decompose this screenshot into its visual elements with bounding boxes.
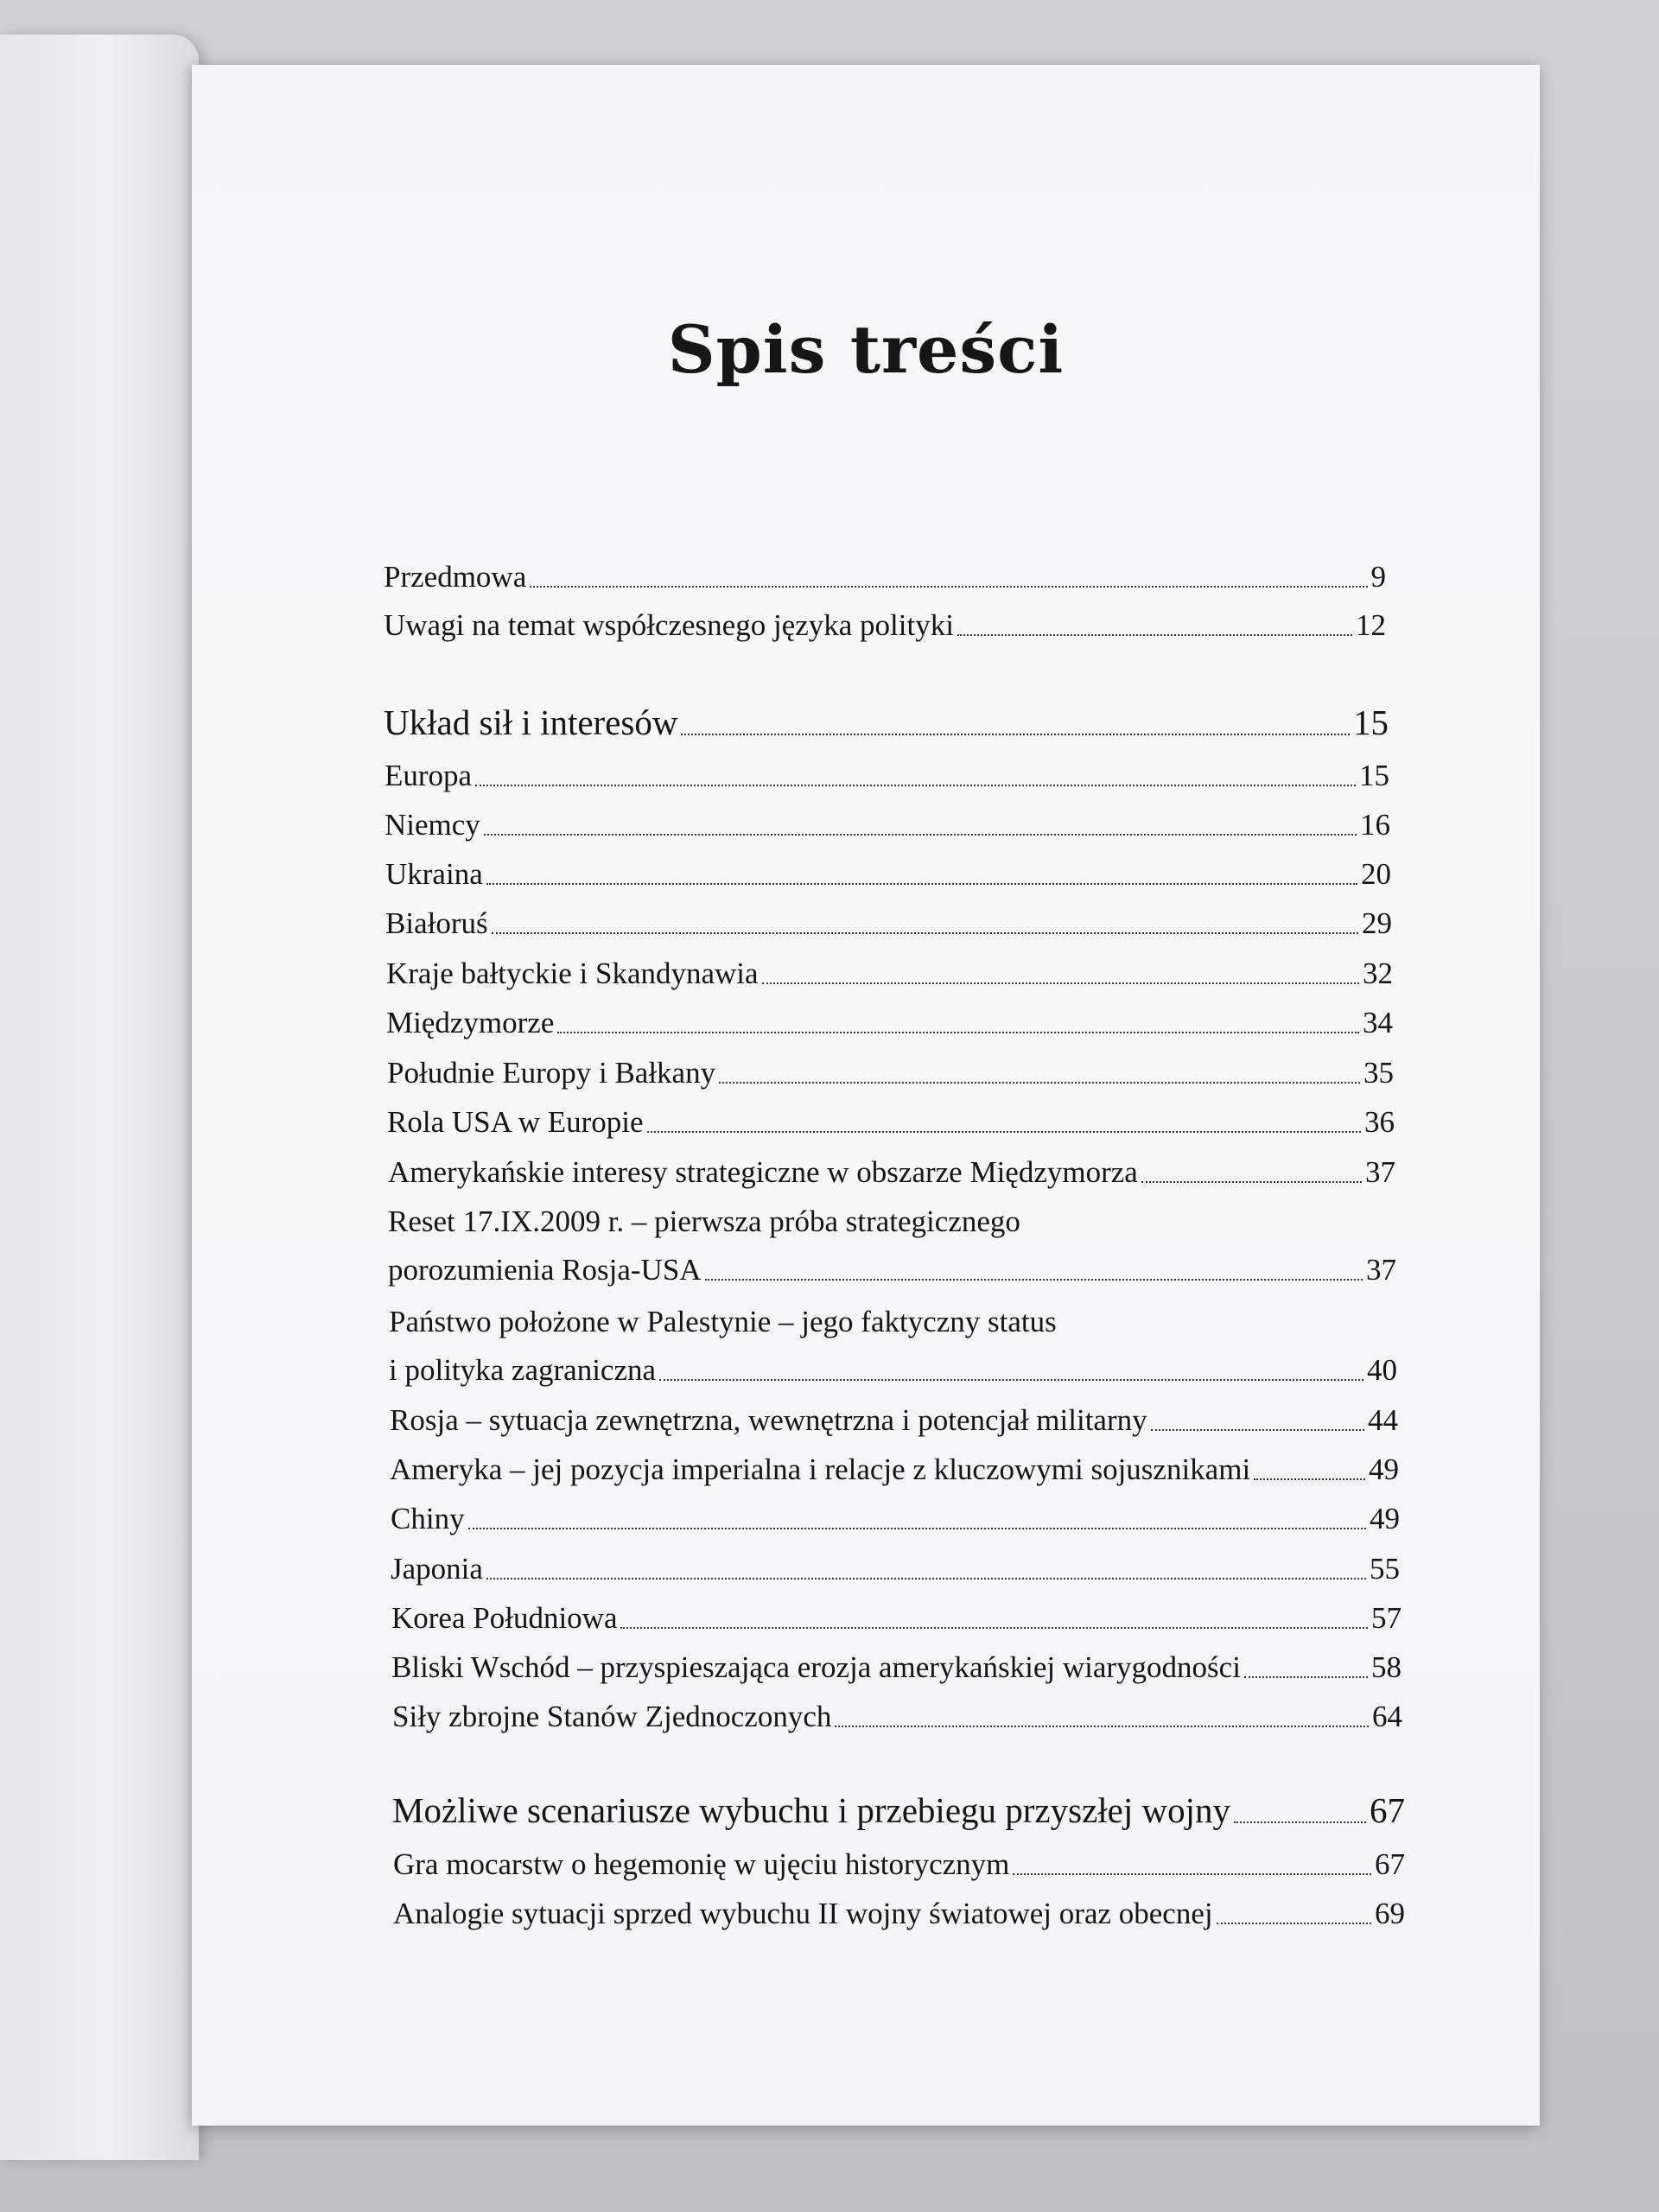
dot-leader [484,834,1357,836]
toc-entry-japonia[interactable] [391,1551,1400,1587]
dot-leader [486,883,1357,885]
toc-entry-page: 12 [1356,608,1386,642]
toc-entry-label: Układ sił i interesów [384,702,678,742]
dot-leader [957,634,1352,636]
toc-entry-label: Południe Europy i Bałkany [387,1056,716,1090]
toc-entry-page: 16 [1360,808,1390,842]
toc-entry-label: Chiny [391,1502,465,1535]
toc-entry-page: 49 [1369,1452,1399,1486]
toc-entry-label: Gra mocarstw o hegemonię w ujęciu historycznym [393,1847,1010,1881]
toc-entry-label: Możliwe scenariusze wybuchu i przebiegu przyszłej wojny [392,1790,1231,1830]
dot-leader [719,1082,1360,1084]
toc-entry-label: Siły zbrojne Stanów Zjednoczonych [392,1700,832,1733]
toc-entry-label: Uwagi na temat współczesnego języka polityki [384,608,954,642]
facing-page-edge [0,35,199,2160]
dot-leader [1254,1478,1365,1480]
toc-entry-label: Rola USA w Europie [387,1105,644,1139]
toc-entry-label: Niemcy [385,808,480,842]
toc-entry-panstwo-line1: Państwo położone w Palestynie – jego faktyczny status [389,1305,1057,1338]
dot-leader [659,1379,1363,1381]
toc-entry-label: Białoruś [385,906,488,940]
toc-entry-page: 34 [1363,1006,1393,1039]
toc-entry-page: 67 [1370,1790,1405,1830]
toc-entry-uwagi[interactable] [384,607,1386,644]
dot-leader [1141,1181,1362,1183]
toc-entry-reset-line1: Reset 17.IX.2009 r. – pierwsza próba strategicznego [388,1205,1020,1238]
toc-entry-miedzymorze[interactable] [386,1005,1393,1041]
toc-entry-page: 67 [1375,1847,1405,1881]
toc-entry-sily-zbrojne[interactable] [392,1699,1402,1735]
dot-leader [468,1528,1366,1529]
dot-leader [1151,1429,1364,1431]
toc-entry-poludnie-europy[interactable] [387,1055,1394,1091]
toc-entry-rosja[interactable] [390,1402,1398,1439]
dot-leader [681,734,1350,735]
toc-entry-page: 64 [1372,1700,1402,1733]
toc-entry-kraje-baltyckie[interactable] [386,956,1393,992]
toc-entry-page: 36 [1364,1105,1395,1139]
dot-leader [620,1627,1368,1629]
toc-entry-page: 20 [1361,857,1391,891]
toc-entry-label: Amerykańskie interesy strategiczne w obszarze Międzymorza [388,1155,1138,1189]
toc-entry-page: 35 [1363,1056,1394,1090]
toc-entry-gra-mocarstw[interactable] [393,1847,1405,1883]
toc-entry-page: 9 [1370,560,1386,594]
toc-entry-przedmowa[interactable] [384,559,1386,595]
dot-leader [647,1131,1361,1133]
toc-entry-korea[interactable] [391,1600,1402,1637]
toc-entry-page: 29 [1362,906,1392,940]
dot-leader [557,1032,1359,1033]
toc-entry-panstwo[interactable] [389,1352,1397,1389]
toc-entry-label: Europa [385,759,473,792]
toc-entry-page: 15 [1353,702,1389,742]
toc-entry-page: 55 [1370,1552,1400,1586]
toc-entry-label: Rosja – sytuacja zewnętrzna, wewnętrzna i potencjał militarny [390,1403,1147,1437]
dot-leader [835,1726,1369,1727]
page-title: Spis treści [667,311,1065,388]
toc-entry-bialorus[interactable] [385,906,1392,942]
toc-entry-label: Kraje bałtyckie i Skandynawia [386,957,759,990]
dot-leader [1244,1676,1368,1678]
toc-entry-amerykanskie-interesy[interactable] [388,1154,1395,1191]
toc-entry-label: Analogie sytuacji sprzed wybuchu II wojny światowej oraz obecnej [393,1897,1213,1930]
toc-entry-label: porozumienia Rosja-USA [388,1253,702,1287]
toc-entry-page: 37 [1366,1253,1396,1287]
dot-leader [705,1279,1363,1281]
toc-entry-label: Ukraina [385,857,483,891]
toc-entry-rola-usa[interactable] [387,1104,1395,1141]
toc-entry-reset[interactable] [388,1252,1396,1288]
toc-entry-analogie[interactable] [393,1896,1405,1932]
toc-entry-label: Międzymorze [386,1006,555,1039]
dot-leader [1217,1923,1371,1924]
dot-leader [530,586,1367,588]
toc-entry-ameryka[interactable] [390,1452,1399,1488]
toc-entry-page: 40 [1367,1353,1397,1387]
toc-entry-label: Ameryka – jej pozycja imperialna i relacje z kluczowymi sojusznikami [390,1452,1251,1486]
toc-entry-page: 69 [1375,1897,1405,1930]
toc-entry-page: 37 [1365,1155,1395,1189]
dot-leader [492,932,1358,934]
toc-entry-bliski-wschod[interactable] [391,1649,1402,1686]
dot-leader [762,982,1359,984]
toc-entry-ukraina[interactable] [385,856,1391,893]
toc-part-uklad-sil[interactable] [384,702,1389,743]
toc-entry-page: 58 [1371,1650,1402,1684]
toc-entry-europa[interactable] [385,758,1389,794]
toc-entry-page: 32 [1363,957,1393,990]
toc-entry-label: i polityka zagraniczna [389,1353,657,1387]
toc-entry-page: 57 [1371,1601,1402,1635]
toc-entry-page: 49 [1370,1502,1400,1535]
toc-entry-page: 15 [1359,759,1389,792]
toc-entry-chiny[interactable] [391,1501,1400,1537]
toc-part-mozliwe-scenariusze[interactable] [392,1789,1405,1831]
toc-entry-label: Japonia [391,1552,483,1586]
book-page [192,65,1540,2126]
dot-leader [1013,1873,1371,1875]
toc-entry-label: Przedmowa [384,560,527,594]
toc-entry-page: 44 [1368,1403,1398,1437]
toc-entry-label: Bliski Wschód – przyspieszająca erozja amerykańskiej wiarygodności [391,1650,1241,1684]
toc-entry-label: Korea Południowa [391,1601,618,1635]
dot-leader [486,1578,1366,1580]
toc-entry-niemcy[interactable] [385,807,1390,843]
dot-leader [475,785,1356,786]
dot-leader [1234,1821,1366,1823]
